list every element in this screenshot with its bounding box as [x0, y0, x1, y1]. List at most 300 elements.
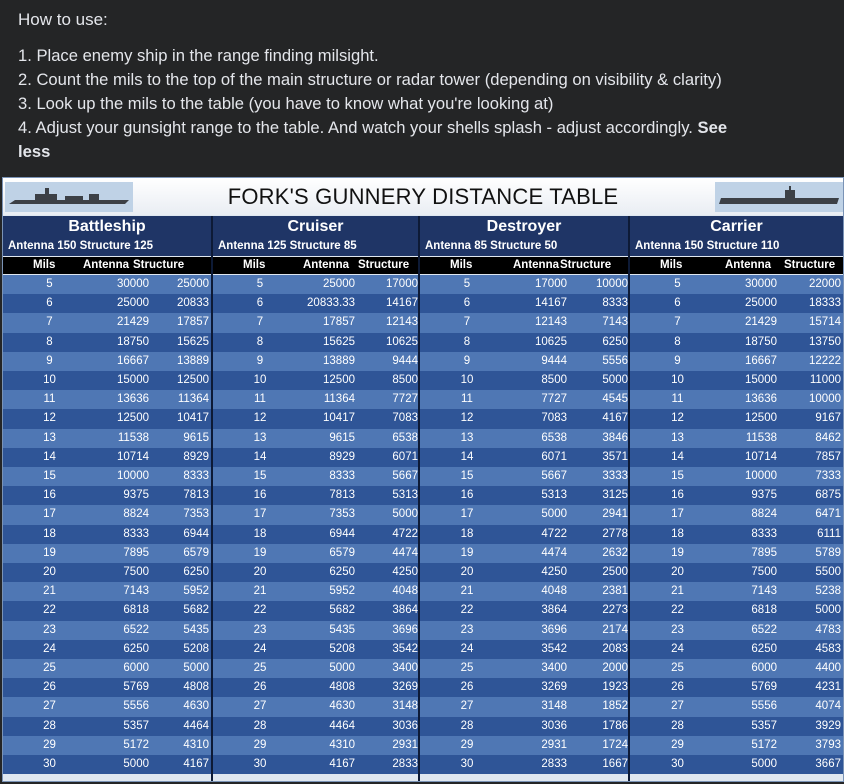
antenna-cell: 5556 [123, 700, 149, 713]
antenna-cell: 10625 [535, 335, 567, 348]
antenna-column-header: Antenna [725, 259, 771, 271]
mils-cell: 19 [460, 546, 474, 559]
mils-cell: 17 [460, 508, 474, 521]
mils-cell: 23 [43, 623, 56, 636]
mils-column-header: Mils [660, 259, 683, 271]
see-less-link-2[interactable]: less [18, 142, 51, 161]
structure-column-header: Structure [133, 259, 185, 271]
mils-cell: 24 [253, 642, 267, 655]
structure-cell: 6875 [815, 489, 841, 502]
antenna-cell: 5682 [329, 604, 355, 617]
table-row [3, 563, 843, 582]
mils-cell: 28 [460, 719, 474, 732]
structure-cell: 6944 [183, 527, 209, 540]
antenna-cell: 6818 [123, 604, 149, 617]
structure-cell: 4722 [392, 527, 418, 540]
structure-cell: 7813 [183, 489, 209, 502]
structure-cell: 2273 [602, 604, 628, 617]
mils-cell: 11 [461, 393, 473, 406]
gunnery-table-image [2, 177, 844, 782]
structure-cell: 8929 [183, 450, 209, 463]
antenna-cell: 11538 [745, 431, 777, 444]
antenna-cell: 12143 [535, 316, 567, 329]
structure-cell: 2174 [602, 623, 628, 636]
step-4-text: 4. Adjust your gunsight range to the table. And watch your shells splash - adjust accordingly. [18, 118, 693, 137]
antenna-cell: 25000 [323, 278, 355, 290]
mils-cell: 12 [43, 412, 56, 425]
antenna-cell: 17000 [535, 278, 567, 290]
antenna-cell: 4250 [541, 566, 567, 578]
mils-cell: 19 [43, 546, 56, 559]
structure-cell: 2931 [392, 738, 418, 751]
destroyer-header [420, 216, 628, 256]
mils-cell: 11 [671, 393, 684, 406]
antenna-cell: 5556 [751, 700, 777, 713]
antenna-cell: 9375 [123, 489, 149, 502]
mils-cell: 29 [460, 738, 474, 751]
sub-header [213, 257, 418, 274]
antenna-cell: 7895 [123, 546, 149, 559]
structure-cell: 3864 [392, 604, 418, 617]
structure-cell: 1724 [602, 738, 628, 751]
antenna-cell: 5769 [751, 681, 777, 694]
mils-cell: 17 [253, 508, 267, 521]
table-row [3, 275, 843, 294]
table-row [3, 544, 843, 563]
mils-cell: 16 [460, 489, 474, 502]
table-row [3, 697, 843, 716]
ship-name: Carrier [710, 218, 763, 235]
table-row [3, 525, 843, 544]
antenna-cell: 7143 [123, 585, 149, 598]
structure-cell: 10000 [809, 393, 841, 406]
ship-params: Antenna 125 Structure 85 [218, 240, 357, 252]
table-row [3, 371, 843, 390]
antenna-cell: 17857 [323, 316, 355, 329]
antenna-cell: 4310 [329, 738, 355, 751]
antenna-cell: 5000 [329, 662, 355, 674]
antenna-cell: 8824 [751, 508, 777, 521]
mils-cell: 29 [671, 738, 684, 751]
antenna-cell: 8929 [329, 450, 355, 463]
ship-params: Antenna 150 Structure 110 [635, 240, 780, 252]
mils-cell: 13 [671, 431, 684, 444]
cruiser-header [213, 216, 418, 256]
mils-cell: 21 [43, 585, 56, 598]
antenna-cell: 4722 [541, 527, 567, 540]
structure-cell: 15625 [177, 335, 209, 348]
table-row [3, 352, 843, 371]
structure-cell: 5208 [183, 642, 209, 655]
antenna-cell: 6250 [329, 566, 355, 578]
antenna-cell: 6522 [123, 623, 149, 636]
structure-cell: 12143 [386, 316, 418, 329]
ship-name: Cruiser [287, 218, 344, 235]
ship-name: Destroyer [486, 218, 562, 235]
antenna-cell: 4464 [329, 719, 355, 732]
mils-cell: 15 [671, 470, 684, 482]
mils-cell: 20 [460, 566, 474, 578]
mils-cell: 29 [43, 738, 56, 751]
structure-cell: 20833 [177, 297, 209, 310]
antenna-cell: 13636 [117, 393, 149, 406]
mils-cell: 20 [253, 566, 267, 578]
mils-cell: 5 [674, 278, 681, 290]
antenna-cell: 7353 [329, 508, 355, 521]
mils-cell: 6 [674, 297, 681, 310]
mils-cell: 7 [256, 316, 264, 329]
structure-cell: 10000 [596, 278, 628, 290]
structure-cell: 6538 [392, 431, 418, 444]
antenna-cell: 15000 [117, 374, 149, 386]
structure-cell: 25000 [177, 278, 209, 290]
mils-cell: 12 [253, 412, 267, 425]
step-1: 1. Place enemy ship in the range finding milsight. [18, 46, 379, 65]
antenna-cell: 16667 [117, 354, 149, 367]
mils-cell: 22 [671, 604, 684, 617]
mils-cell: 14 [43, 450, 56, 463]
battleship-header [3, 216, 211, 256]
table-row [3, 486, 843, 505]
antenna-cell: 15625 [323, 335, 355, 348]
mils-cell: 14 [253, 450, 267, 463]
mils-cell: 26 [43, 681, 56, 694]
antenna-cell: 5435 [329, 623, 355, 636]
mils-cell: 25 [43, 662, 56, 674]
mils-cell: 7 [463, 316, 471, 329]
antenna-cell: 6000 [123, 662, 149, 674]
structure-cell: 4231 [815, 681, 841, 694]
mils-cell: 6 [256, 297, 264, 310]
mils-cell: 9 [463, 354, 471, 367]
antenna-cell: 7727 [541, 393, 567, 406]
structure-cell: 1667 [602, 758, 628, 770]
mils-cell: 24 [43, 642, 56, 655]
mils-cell: 22 [43, 604, 56, 617]
structure-cell: 2632 [602, 546, 628, 559]
structure-cell: 7143 [602, 316, 628, 329]
antenna-cell: 25000 [745, 297, 777, 310]
antenna-cell: 4167 [329, 758, 355, 770]
antenna-cell: 20833.33 [307, 297, 355, 310]
mils-cell: 8 [256, 335, 264, 348]
mils-cell: 29 [253, 738, 267, 751]
post-title: How to use: [18, 10, 108, 29]
see-less-link[interactable]: See [697, 118, 728, 137]
structure-cell: 11364 [177, 393, 209, 406]
mils-cell: 22 [253, 604, 267, 617]
structure-cell: 4400 [815, 662, 841, 674]
mils-cell: 27 [460, 700, 474, 713]
mils-cell: 23 [671, 623, 684, 636]
mils-cell: 19 [671, 546, 684, 559]
antenna-cell: 14167 [535, 297, 567, 310]
mils-cell: 10 [253, 374, 267, 386]
structure-cell: 7333 [815, 470, 841, 482]
antenna-cell: 3148 [541, 700, 567, 713]
step-3: 3. Look up the mils to the table (you have to know what you're looking at) [18, 94, 554, 113]
antenna-cell: 12500 [323, 374, 355, 386]
antenna-cell: 30000 [117, 278, 149, 290]
antenna-cell: 10000 [117, 470, 149, 482]
antenna-cell: 8333 [329, 470, 355, 482]
antenna-cell: 11538 [117, 431, 149, 444]
table-row [3, 678, 843, 697]
antenna-cell: 5313 [541, 489, 567, 502]
mils-cell: 7 [46, 316, 53, 329]
antenna-cell: 4474 [541, 546, 567, 559]
mils-cell: 30 [671, 758, 684, 770]
structure-cell: 7857 [815, 450, 841, 463]
antenna-cell: 5357 [123, 719, 149, 732]
structure-cell: 4167 [602, 412, 628, 425]
mils-cell: 9 [46, 354, 53, 367]
antenna-column-header: Antenna [513, 259, 559, 271]
mils-cell: 16 [671, 489, 684, 502]
structure-cell: 6471 [815, 508, 841, 521]
mils-cell: 10 [460, 374, 474, 386]
table-row [3, 717, 843, 736]
table-row [3, 505, 843, 524]
mils-cell: 15 [43, 470, 56, 482]
antenna-cell: 5667 [541, 470, 567, 482]
structure-cell: 4630 [183, 700, 209, 713]
mils-cell: 21 [671, 585, 684, 598]
sub-header [630, 257, 843, 274]
antenna-cell: 8333 [751, 527, 777, 540]
antenna-cell: 3864 [541, 604, 567, 617]
structure-cell: 5000 [815, 604, 841, 617]
structure-cell: 3667 [815, 758, 841, 770]
structure-cell: 8500 [392, 374, 418, 386]
antenna-cell: 3542 [541, 642, 567, 655]
table-header [3, 178, 843, 215]
mils-cell: 25 [671, 662, 684, 674]
structure-cell: 10625 [386, 335, 418, 348]
structure-column-header: Structure [560, 259, 612, 271]
structure-cell: 1786 [602, 719, 628, 732]
antenna-cell: 8500 [541, 374, 567, 386]
table-row [3, 313, 843, 332]
structure-cell: 3125 [602, 489, 628, 502]
antenna-cell: 13636 [745, 393, 777, 406]
sub-header [420, 257, 628, 274]
mils-cell: 16 [253, 489, 267, 502]
table-row [3, 659, 843, 678]
table-row [3, 601, 843, 620]
mils-cell: 17 [671, 508, 684, 521]
antenna-cell: 4630 [329, 700, 355, 713]
structure-cell: 3036 [392, 719, 418, 732]
ship-params: Antenna 150 Structure 125 [8, 240, 154, 252]
antenna-cell: 5000 [541, 508, 567, 521]
structure-cell: 4048 [392, 585, 418, 598]
mils-cell: 18 [671, 527, 684, 540]
antenna-cell: 7143 [751, 585, 777, 598]
structure-cell: 7083 [392, 412, 418, 425]
antenna-cell: 25000 [117, 297, 149, 310]
mils-cell: 25 [253, 662, 267, 674]
structure-cell: 11000 [809, 374, 841, 386]
antenna-cell: 30000 [745, 278, 777, 290]
antenna-cell: 6818 [751, 604, 777, 617]
antenna-cell: 4048 [541, 585, 567, 598]
antenna-cell: 7500 [751, 566, 777, 578]
antenna-cell: 2833 [541, 758, 567, 770]
structure-cell: 9615 [183, 431, 209, 444]
mils-cell: 12 [671, 412, 684, 425]
antenna-cell: 10714 [745, 450, 777, 463]
mils-cell: 8 [46, 335, 53, 348]
mils-cell: 26 [671, 681, 684, 694]
antenna-cell: 13889 [323, 354, 355, 367]
mils-cell: 12 [460, 412, 474, 425]
column-divider [211, 216, 213, 781]
sub-header [3, 257, 211, 274]
structure-cell: 8333 [602, 297, 628, 310]
structure-cell: 12500 [177, 374, 209, 386]
structure-cell: 4783 [815, 623, 841, 636]
structure-cell: 5556 [602, 354, 628, 367]
mils-cell: 27 [253, 700, 267, 713]
antenna-cell: 12500 [745, 412, 777, 425]
table-row [3, 333, 843, 352]
table-row [3, 429, 843, 448]
antenna-cell: 5769 [123, 681, 149, 694]
structure-cell: 17000 [386, 278, 418, 290]
mils-cell: 9 [674, 354, 681, 367]
structure-cell: 7727 [392, 393, 418, 406]
antenna-cell: 10417 [323, 412, 355, 425]
structure-column-header: Structure [358, 259, 410, 271]
table-row [3, 582, 843, 601]
antenna-cell: 2931 [541, 738, 567, 751]
structure-cell: 1923 [602, 681, 628, 694]
mils-cell: 8 [463, 335, 471, 348]
mils-cell: 28 [253, 719, 267, 732]
post-text [0, 0, 844, 175]
carrier-icon [715, 182, 843, 212]
antenna-cell: 5357 [751, 719, 777, 732]
structure-cell: 4074 [815, 700, 841, 713]
structure-cell: 6579 [183, 546, 209, 559]
structure-cell: 2833 [392, 758, 418, 770]
structure-cell: 13750 [809, 335, 841, 348]
mils-cell: 10 [671, 374, 684, 386]
mils-cell: 5 [256, 278, 264, 290]
mils-cell: 15 [253, 470, 267, 482]
structure-cell: 3148 [392, 700, 418, 713]
antenna-cell: 6579 [329, 546, 355, 559]
table-row [3, 390, 843, 409]
structure-cell: 5682 [183, 604, 209, 617]
mils-cell: 13 [460, 431, 474, 444]
mils-cell: 11 [254, 393, 266, 406]
mils-cell: 14 [460, 450, 474, 463]
mils-cell: 6 [463, 297, 471, 310]
antenna-cell: 18750 [745, 335, 777, 348]
table-row [3, 467, 843, 486]
structure-cell: 3929 [815, 719, 841, 732]
structure-cell: 1852 [602, 700, 628, 713]
structure-cell: 17857 [177, 316, 209, 329]
structure-cell: 5435 [183, 623, 209, 636]
mils-cell: 6 [46, 297, 53, 310]
antenna-cell: 3269 [541, 681, 567, 694]
ship-params: Antenna 85 Structure 50 [425, 240, 558, 252]
mils-cell: 11 [43, 393, 56, 406]
mils-cell: 7 [674, 316, 681, 329]
carrier-header [630, 216, 843, 256]
structure-cell: 6071 [392, 450, 418, 463]
structure-cell: 2083 [602, 642, 628, 655]
column-divider [418, 216, 420, 781]
mils-cell: 26 [253, 681, 267, 694]
table-row [3, 409, 843, 428]
antenna-cell: 12500 [117, 412, 149, 425]
mils-cell: 17 [43, 508, 56, 521]
antenna-cell: 3696 [541, 623, 567, 636]
antenna-cell: 10000 [745, 470, 777, 482]
antenna-cell: 5208 [329, 642, 355, 655]
structure-cell: 5000 [392, 508, 418, 521]
structure-cell: 3542 [392, 642, 418, 655]
mils-cell: 22 [460, 604, 474, 617]
structure-cell: 5667 [392, 470, 418, 482]
structure-cell: 9444 [392, 354, 418, 367]
table-row [3, 621, 843, 640]
antenna-cell: 6250 [751, 642, 777, 655]
antenna-cell: 6000 [751, 662, 777, 674]
antenna-column-header: Antenna [303, 259, 349, 271]
structure-cell: 3793 [815, 738, 841, 751]
mils-cell: 24 [460, 642, 474, 655]
mils-cell: 20 [43, 566, 56, 578]
antenna-cell: 5000 [751, 758, 777, 770]
instructions [18, 44, 833, 164]
mils-cell: 28 [671, 719, 684, 732]
antenna-cell: 16667 [745, 354, 777, 367]
mils-cell: 23 [460, 623, 474, 636]
table-row [3, 294, 843, 313]
structure-cell: 15714 [809, 316, 841, 329]
mils-cell: 30 [253, 758, 267, 770]
structure-cell: 2500 [602, 566, 628, 578]
mils-cell: 24 [671, 642, 684, 655]
structure-cell: 14167 [386, 297, 418, 310]
structure-cell: 3696 [392, 623, 418, 636]
antenna-cell: 7500 [123, 566, 149, 578]
mils-cell: 27 [671, 700, 684, 713]
antenna-cell: 3036 [541, 719, 567, 732]
structure-cell: 2941 [602, 508, 628, 521]
step-2: 2. Count the mils to the top of the main structure or radar tower (depending on visibility & clarity) [18, 70, 722, 89]
structure-cell: 5789 [815, 546, 841, 559]
structure-cell: 5238 [815, 585, 841, 598]
structure-cell: 18333 [809, 297, 841, 310]
antenna-cell: 18750 [117, 335, 149, 348]
antenna-cell: 21429 [117, 316, 149, 329]
antenna-cell: 3400 [541, 662, 567, 674]
mils-cell: 18 [43, 527, 56, 540]
mils-cell: 9 [256, 354, 264, 367]
antenna-cell: 5952 [329, 585, 355, 598]
mils-column-header: Mils [243, 259, 266, 271]
structure-cell: 6250 [602, 335, 628, 348]
mils-cell: 13 [43, 431, 56, 444]
structure-cell: 5000 [183, 662, 209, 674]
structure-cell: 4808 [183, 681, 209, 694]
